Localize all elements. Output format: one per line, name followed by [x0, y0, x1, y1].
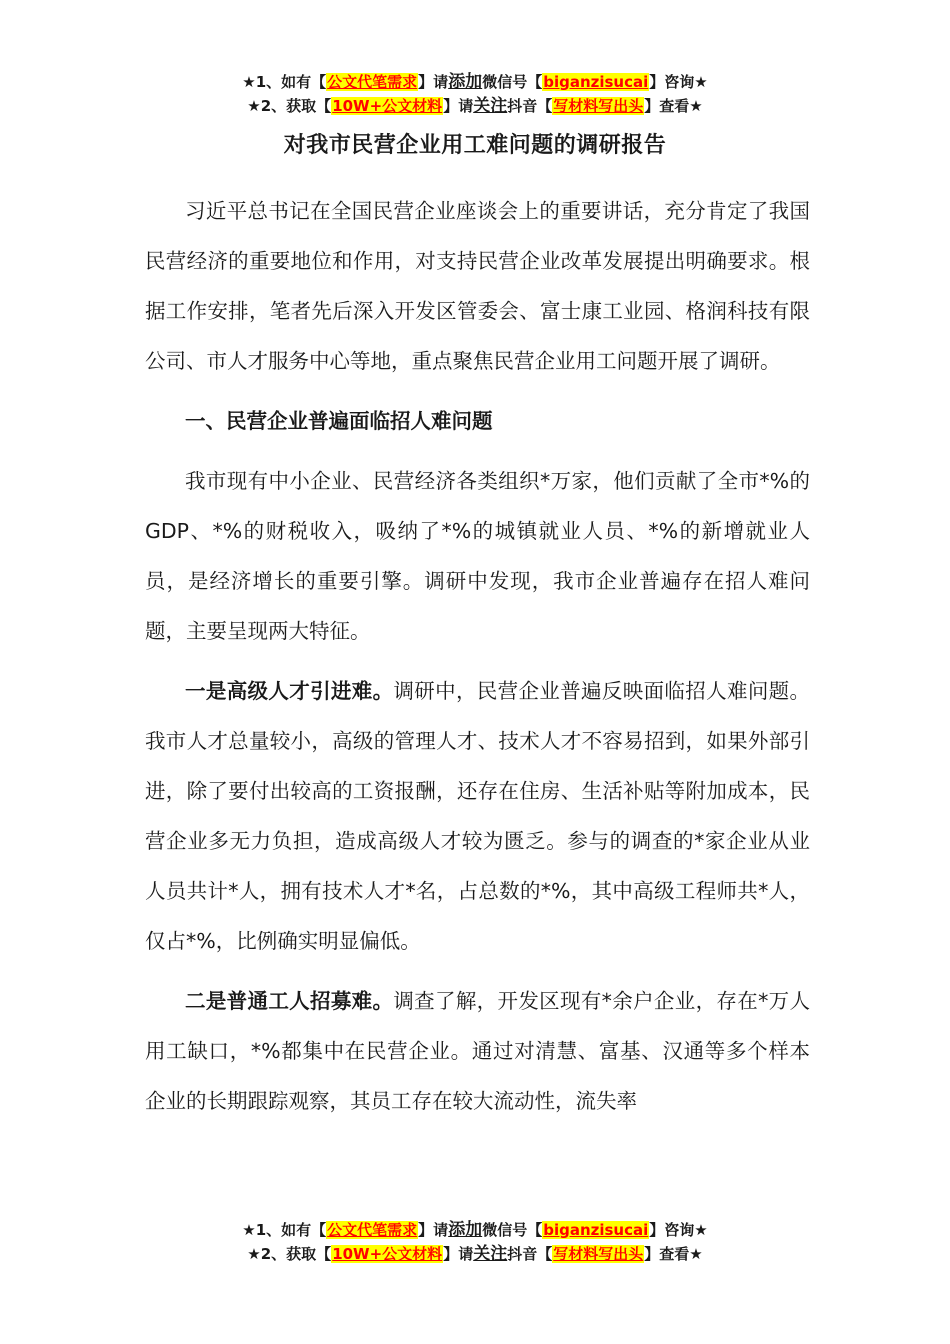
- point-text: 调研中，民营企业普遍反映面临招人难问题。我市人才总量较小，高级的管理人才、技术人才不容易招到，如果外部引进，除了要付出较高的工资报酬，还存在住房、生活补贴等附加成本，民营企业多无力负担，造成高级人才较为匮乏。参与的调查的*家企业从业人员共计*人，拥有技术人才*名，占总数的*%，其中高级工程师共*人，仅占*%，比例确实明显偏低。: [145, 679, 811, 953]
- star-icon: ★: [247, 1245, 261, 1263]
- star-icon: ★: [242, 73, 256, 91]
- point-paragraph-1: [145, 666, 810, 966]
- point-text: 调查了解，开发区现有*余户企业，存在*万人用工缺口，*%都集中在民营企业。通过对清慧、富基、汉通等多个样本企业的长期跟踪观察，其员工存在较大流动性，流失率: [145, 989, 811, 1113]
- document-body: [145, 186, 810, 1136]
- intro-paragraph: 习近平总书记在全国民营企业座谈会上的重要讲话，充分肯定了我国民营经济的重要地位和作用，对支持民营企业改革发展提出明确要求。根据工作安排，笔者先后深入开发区管委会、富士康工业园、格润科技有限公司、市人才服务中心等地，重点聚焦民营企业用工问题开展了调研。: [145, 199, 810, 373]
- section-paragraph: 我市现有中小企业、民营经济各类组织*万家，他们贡献了全市*%的GDP、*%的财税收入，吸纳了*%的城镇就业人员、*%的新增就业人员，是经济增长的重要引擎。调研中发现，我市企业普遍存在招人难问题，主要呈现两大特征。: [145, 469, 810, 643]
- footer-banner: [0, 1218, 950, 1266]
- point-lead: 一是高级人才引进难。: [185, 679, 394, 703]
- section-heading: 一、民营企业普遍面临招人难问题: [185, 409, 493, 433]
- highlight-douyin-id: 写材料写出头: [553, 1245, 644, 1263]
- banner-line-2: ★2、获取【10W+公文材料】请关注抖音【写材料写出头】查看★: [247, 96, 703, 116]
- highlight-wechat-id: biganzisucai: [543, 1221, 649, 1239]
- point-paragraph-2: [145, 976, 810, 1126]
- highlight-douyin-id: 写材料写出头: [553, 97, 644, 115]
- banner-line-2: ★2、获取【10W+公文材料】请关注抖音【写材料写出头】查看★: [247, 1244, 703, 1264]
- star-icon: ★: [242, 1221, 256, 1239]
- star-icon: ★: [689, 97, 703, 115]
- star-icon: ★: [694, 73, 708, 91]
- document-title: 对我市民营企业用工难问题的调研报告: [283, 133, 667, 158]
- highlight-service: 公文代笔需求: [327, 73, 418, 91]
- banner-line-1: ★1、如有【公文代笔需求】请添加微信号【biganzisucai】咨询★: [242, 72, 708, 92]
- star-icon: ★: [689, 1245, 703, 1263]
- highlight-wechat-id: biganzisucai: [543, 73, 649, 91]
- highlight-service: 公文代笔需求: [327, 1221, 418, 1239]
- header-banner: [0, 70, 950, 118]
- highlight-materials: 10W+公文材料: [332, 1245, 443, 1263]
- star-icon: ★: [247, 97, 261, 115]
- highlight-materials: 10W+公文材料: [332, 97, 443, 115]
- point-lead: 二是普通工人招募难。: [185, 989, 394, 1013]
- banner-line-1: ★1、如有【公文代笔需求】请添加微信号【biganzisucai】咨询★: [242, 1220, 708, 1240]
- star-icon: ★: [694, 1221, 708, 1239]
